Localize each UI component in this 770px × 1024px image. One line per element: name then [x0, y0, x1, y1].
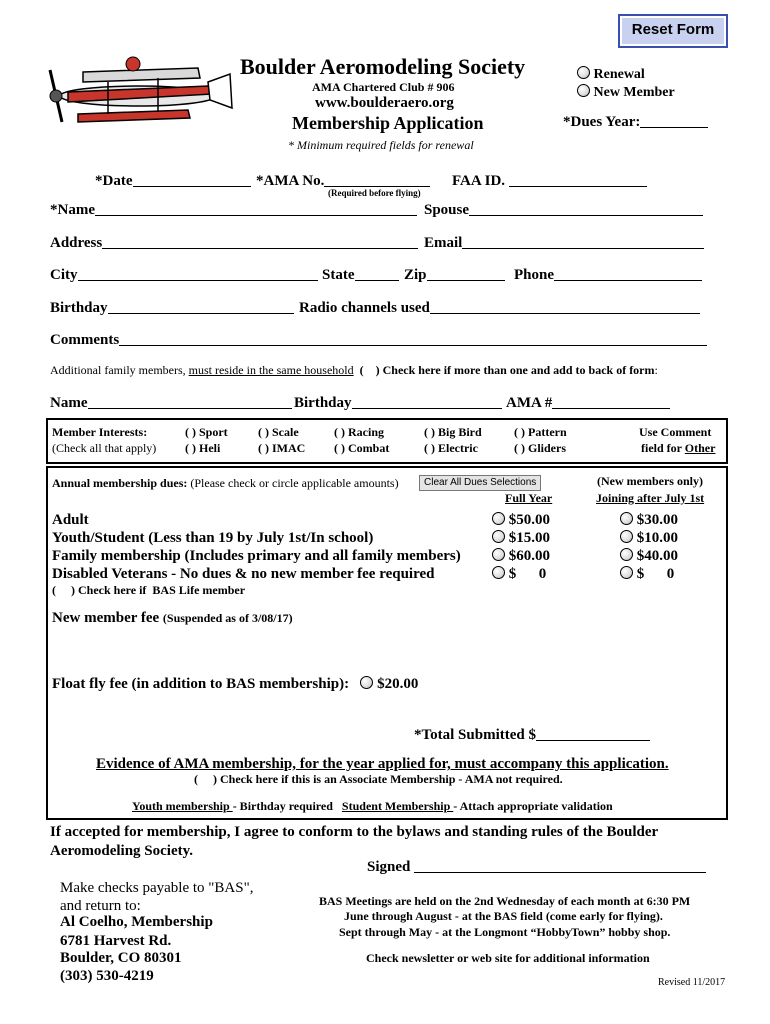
- dues-adult-full-amount: $50.00: [508, 512, 550, 528]
- birthday-label: Birthday: [50, 300, 108, 316]
- address-line-4: (303) 530-4219: [60, 968, 154, 984]
- address-line-3: Boulder, CO 80301: [60, 950, 182, 966]
- other-note: [641, 441, 715, 456]
- renewal-option[interactable]: [577, 66, 645, 83]
- dues-adult-half[interactable]: [620, 512, 678, 529]
- address-line-2: 6781 Harvest Rd.: [60, 933, 172, 949]
- airplane-logo: [38, 52, 238, 132]
- website: www.boulderaero.org: [315, 95, 454, 111]
- interest-pattern[interactable]: ( ) Pattern: [514, 425, 567, 439]
- interest-sport[interactable]: ( ) Sport: [185, 425, 228, 439]
- dues-row-youth-label: Youth/Student (Less than 19 by July 1st/In school): [52, 530, 374, 546]
- dues-family-half-amount: $40.00: [636, 548, 678, 564]
- family-birthday-field[interactable]: [294, 394, 502, 412]
- dues-row-adult-label: Adult: [52, 512, 89, 528]
- float-fly-radio[interactable]: [360, 676, 373, 689]
- student-membership-note: - Attach appropriate validation: [453, 799, 613, 813]
- youth-membership-note: - Birthday required: [232, 799, 333, 813]
- faa-id-label: FAA ID.: [452, 173, 506, 189]
- club-title: Boulder Aeromodeling Society: [240, 54, 526, 79]
- dues-youth-full-amount: $15.00: [508, 530, 550, 546]
- chartered-club: AMA Chartered Club # 906: [312, 80, 455, 94]
- associate-check[interactable]: ( ) Check here if this is an Associate Membership - AMA not required.: [194, 772, 563, 786]
- interest-racing[interactable]: ( ) Racing: [334, 425, 384, 439]
- new-member-fee-label: New member fee: [52, 610, 160, 626]
- dues-veterans-half[interactable]: [620, 566, 674, 583]
- dues-adult-half-amount: $30.00: [636, 512, 678, 528]
- interest-heli[interactable]: ( ) Heli: [185, 441, 221, 455]
- revised-date: Revised 11/2017: [658, 977, 726, 988]
- return-to: and return to:: [60, 898, 141, 914]
- full-year-header: Full Year: [505, 491, 553, 505]
- comments-label: Comments: [50, 332, 120, 348]
- dues-youth-full[interactable]: [492, 530, 550, 547]
- dues-veterans-half-amount: $ 0: [636, 566, 675, 582]
- dues-veterans-full[interactable]: [492, 566, 546, 583]
- dues-youth-half-amount: $10.00: [636, 530, 678, 546]
- family-note: [50, 363, 658, 378]
- family-ama-field[interactable]: [506, 394, 670, 412]
- dues-family-half[interactable]: [620, 548, 678, 565]
- min-fields-note: * Minimum required fields for renewal: [288, 138, 474, 152]
- interest-gliders[interactable]: ( ) Gliders: [514, 441, 566, 455]
- newsletter-note: Check newsletter or web site for additional information: [366, 951, 650, 965]
- name-label: *Name: [50, 202, 95, 218]
- dues-adult-half-radio[interactable]: [620, 512, 633, 525]
- other-note-underlined: Other: [684, 441, 716, 455]
- interest-big-bird[interactable]: ( ) Big Bird: [424, 425, 482, 439]
- phone-field[interactable]: [514, 266, 702, 284]
- spouse-label: Spouse: [424, 202, 470, 218]
- address-label: Address: [50, 235, 103, 251]
- new-members-only: (New members only): [597, 474, 703, 488]
- new-member-option[interactable]: [577, 84, 675, 101]
- date-label: *Date: [95, 173, 133, 189]
- clear-dues-button[interactable]: Clear All Dues Selections: [419, 475, 541, 491]
- family-name-field[interactable]: [50, 394, 292, 412]
- city-field[interactable]: [50, 266, 318, 284]
- suspended-note: (Suspended as of 3/08/17): [162, 611, 293, 625]
- required-before-flying: (Required before flying): [328, 188, 421, 198]
- meetings-line-1: BAS Meetings are held on the 2nd Wednesday of each month at 6:30 PM: [319, 894, 691, 908]
- dues-year-field[interactable]: [563, 113, 708, 131]
- dues-veterans-full-amount: $ 0: [508, 566, 547, 582]
- state-field[interactable]: [322, 266, 399, 284]
- renewal-label: Renewal: [593, 67, 645, 82]
- interest-combat[interactable]: ( ) Combat: [334, 441, 390, 455]
- total-submitted-field[interactable]: [414, 726, 650, 744]
- dues-year-label: *Dues Year:: [563, 114, 641, 130]
- address-field[interactable]: [50, 234, 418, 252]
- dues-veterans-full-radio[interactable]: [492, 566, 505, 579]
- birthday-field[interactable]: [50, 299, 294, 317]
- email-label: Email: [424, 235, 463, 251]
- dues-label-bold: Annual membership dues:: [52, 476, 188, 490]
- interest-electric[interactable]: ( ) Electric: [424, 441, 478, 455]
- dues-family-full-radio[interactable]: [492, 548, 505, 561]
- interests-title: Member Interests:: [52, 425, 148, 439]
- zip-label: Zip: [404, 267, 427, 283]
- form-title: Membership Application: [292, 113, 484, 133]
- signed-field[interactable]: [367, 858, 706, 876]
- family-note-colon: :: [654, 363, 658, 377]
- family-note-check[interactable]: ) Check here if more than one and add to back of form: [375, 363, 655, 377]
- dues-row-veterans-label: Disabled Veterans - No dues & no new member fee required: [52, 566, 435, 582]
- dues-label-rest: (Please check or circle applicable amounts): [187, 476, 399, 490]
- radio-channels-field[interactable]: [299, 299, 700, 317]
- dues-youth-half[interactable]: [620, 530, 678, 547]
- dues-family-full[interactable]: [492, 548, 550, 565]
- youth-membership-label: Youth membership: [132, 799, 233, 813]
- checks-payable: Make checks payable to "BAS",: [60, 880, 254, 896]
- youth-student-note: [132, 799, 613, 814]
- family-note-underlined: must reside in the same household: [188, 363, 354, 377]
- radio-channels-label: Radio channels used: [299, 300, 430, 316]
- dues-youth-half-radio[interactable]: [620, 530, 633, 543]
- reset-form-button[interactable]: Reset Form: [618, 14, 728, 48]
- dues-label: [52, 476, 399, 491]
- phone-label: Phone: [514, 267, 555, 283]
- agreement-text: If accepted for membership, I agree to conform to the bylaws and standing rules of the Boulder Aeromodeling Society.: [50, 824, 658, 859]
- interest-imac[interactable]: ( ) IMAC: [258, 441, 306, 455]
- family-name-label: Name: [50, 395, 88, 411]
- meetings-line-2: June through August - at the BAS field (come early for flying).: [344, 909, 663, 923]
- dues-adult-full[interactable]: [492, 512, 550, 529]
- float-fly-amount: $20.00: [377, 676, 419, 692]
- renewal-radio[interactable]: [577, 66, 590, 79]
- interests-subtitle: (Check all that apply): [52, 441, 157, 455]
- signed-label: Signed: [367, 859, 411, 875]
- dues-youth-full-radio[interactable]: [492, 530, 505, 543]
- use-comment-note: Use Comment: [639, 425, 712, 439]
- state-label: State: [322, 267, 355, 283]
- email-field[interactable]: [424, 234, 704, 252]
- total-submitted-label: *Total Submitted $: [414, 727, 536, 743]
- new-member-radio[interactable]: [577, 84, 590, 97]
- dues-family-full-amount: $60.00: [508, 548, 550, 564]
- date-field[interactable]: [95, 172, 251, 190]
- family-ama-label: AMA #: [506, 395, 553, 411]
- family-note-paren: (: [359, 363, 364, 377]
- family-birthday-label: Birthday: [294, 395, 352, 411]
- joining-after-header: Joining after July 1st: [596, 491, 705, 505]
- meetings-line-3: Sept through May - at the Longmont “HobbyTown” hobby shop.: [339, 925, 671, 939]
- faa-id-field[interactable]: [452, 172, 647, 190]
- family-note-prefix: Additional family members,: [50, 363, 189, 377]
- ama-no-label: *AMA No.: [256, 173, 325, 189]
- new-member-fee: [52, 610, 293, 627]
- student-membership-label: Student Membership: [341, 799, 454, 813]
- other-note-prefix: field for: [641, 441, 685, 455]
- address-line-1: Al Coelho, Membership: [60, 914, 213, 930]
- life-member-check[interactable]: ( ) Check here if BAS Life member: [52, 583, 246, 597]
- name-field[interactable]: [50, 201, 417, 219]
- zip-field[interactable]: [404, 266, 505, 284]
- comments-field[interactable]: [50, 331, 707, 349]
- new-member-label: New Member: [593, 85, 675, 100]
- city-label: City: [50, 267, 78, 283]
- evidence-note: Evidence of AMA membership, for the year applied for, must accompany this application.: [96, 756, 669, 772]
- dues-veterans-half-radio[interactable]: [620, 566, 633, 579]
- float-fly-fee[interactable]: [52, 676, 418, 693]
- dues-row-family-label: Family membership (Includes primary and all family members): [52, 548, 461, 564]
- float-fly-label: Float fly fee (in addition to BAS membership):: [52, 676, 350, 692]
- dues-adult-full-radio[interactable]: [492, 512, 505, 525]
- interest-scale[interactable]: ( ) Scale: [258, 425, 299, 439]
- spouse-field[interactable]: [424, 201, 703, 219]
- dues-family-half-radio[interactable]: [620, 548, 633, 561]
